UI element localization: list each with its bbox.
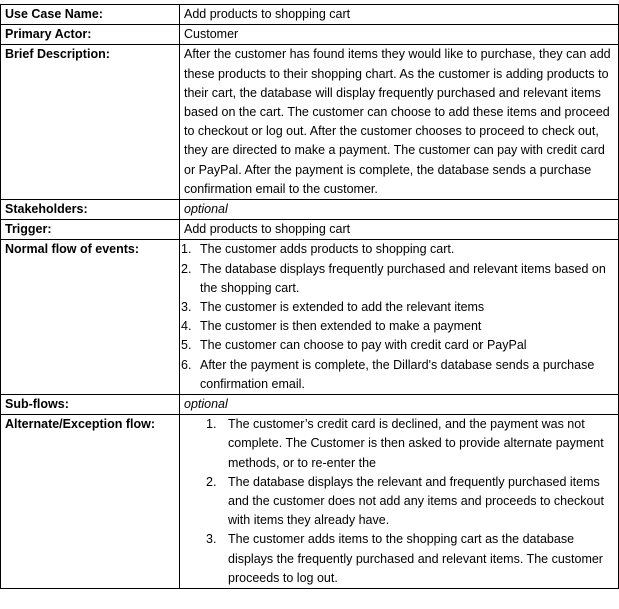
list-item-text: The database displays frequently purchased and relevant items based on the shopping cart. xyxy=(200,261,606,295)
use-case-name-value: Add products to shopping cart xyxy=(180,5,619,25)
row-normal-flow xyxy=(1,240,619,395)
list-item-text: The customer is then extended to make a payment xyxy=(200,319,482,334)
alternate-flow-list xyxy=(184,415,614,588)
alternate-flow-label: Alternate/Exception flow: xyxy=(1,415,180,589)
list-item xyxy=(206,473,614,531)
trigger-label: Trigger: xyxy=(1,220,180,240)
row-alternate-flow xyxy=(1,415,619,589)
list-item-text: The customer’s credit card is declined, and the payment was not complete. The Customer is then asked to provide alternate payment methods, or to re-enter the xyxy=(228,417,604,470)
row-trigger xyxy=(1,220,619,240)
list-item-number: 3. xyxy=(206,532,217,547)
list-item xyxy=(181,317,614,336)
stakeholders-value: optional xyxy=(180,200,619,220)
list-item-text: The customer is extended to add the relevant items xyxy=(200,300,485,315)
brief-description-value: After the customer has found items they would like to purchase, they can add these products to their shopping chart. As the customer is adding products to their cart, the database will display frequently purchased and relevant items based on the cart. The customer can choose to add these items and proceed to checkout or log out. After the customer chooses to proceed to check out, they are directed to make a payment. The customer can pay with credit card or PayPal. After the payment is complete, the database sends a purchase confirmation email to the customer. xyxy=(180,45,619,200)
sub-flows-value: optional xyxy=(180,395,619,415)
list-item-number: 2. xyxy=(206,474,217,489)
list-item-text: The customer adds items to the shopping cart as the database displays the frequently purchased and relevant items. The customer proceeds to log out. xyxy=(228,532,603,585)
brief-description-label: Brief Description: xyxy=(1,45,180,200)
list-item-text: The customer adds products to shopping cart. xyxy=(200,242,455,257)
list-item-number: 1. xyxy=(206,417,217,432)
alternate-flow-value xyxy=(180,415,619,589)
row-use-case-name xyxy=(1,5,619,25)
list-item-number: 4. xyxy=(181,319,192,334)
primary-actor-value: Customer xyxy=(180,25,619,45)
list-item xyxy=(181,336,614,355)
list-item xyxy=(181,240,614,259)
list-item-number: 1. xyxy=(181,242,192,257)
row-sub-flows xyxy=(1,395,619,415)
list-item xyxy=(181,356,614,394)
use-case-table xyxy=(0,4,619,589)
list-item-number: 3. xyxy=(181,300,192,315)
use-case-name-label: Use Case Name: xyxy=(1,5,180,25)
row-primary-actor xyxy=(1,25,619,45)
row-stakeholders xyxy=(1,200,619,220)
normal-flow-label: Normal flow of events: xyxy=(1,240,180,395)
trigger-value: Add products to shopping cart xyxy=(180,220,619,240)
list-item xyxy=(181,260,614,298)
list-item-text: The customer can choose to pay with credit card or PayPal xyxy=(200,338,527,353)
normal-flow-list xyxy=(181,240,614,394)
normal-flow-value xyxy=(180,240,619,395)
list-item xyxy=(206,415,614,473)
sub-flows-label: Sub-flows: xyxy=(1,395,180,415)
row-brief-description xyxy=(1,45,619,200)
list-item-number: 5. xyxy=(181,338,192,353)
list-item-text: After the payment is complete, the Dillard's database sends a purchase confirmation email. xyxy=(200,357,595,391)
list-item-text: The database displays the relevant and frequently purchased items and the customer does not add any items and proceeds to checkout with items they already have. xyxy=(228,474,604,528)
stakeholders-label: Stakeholders: xyxy=(1,200,180,220)
primary-actor-label: Primary Actor: xyxy=(1,25,180,45)
list-item-number: 2. xyxy=(181,261,192,276)
list-item-number: 6. xyxy=(181,357,192,372)
list-item xyxy=(181,298,614,317)
list-item xyxy=(206,530,614,588)
